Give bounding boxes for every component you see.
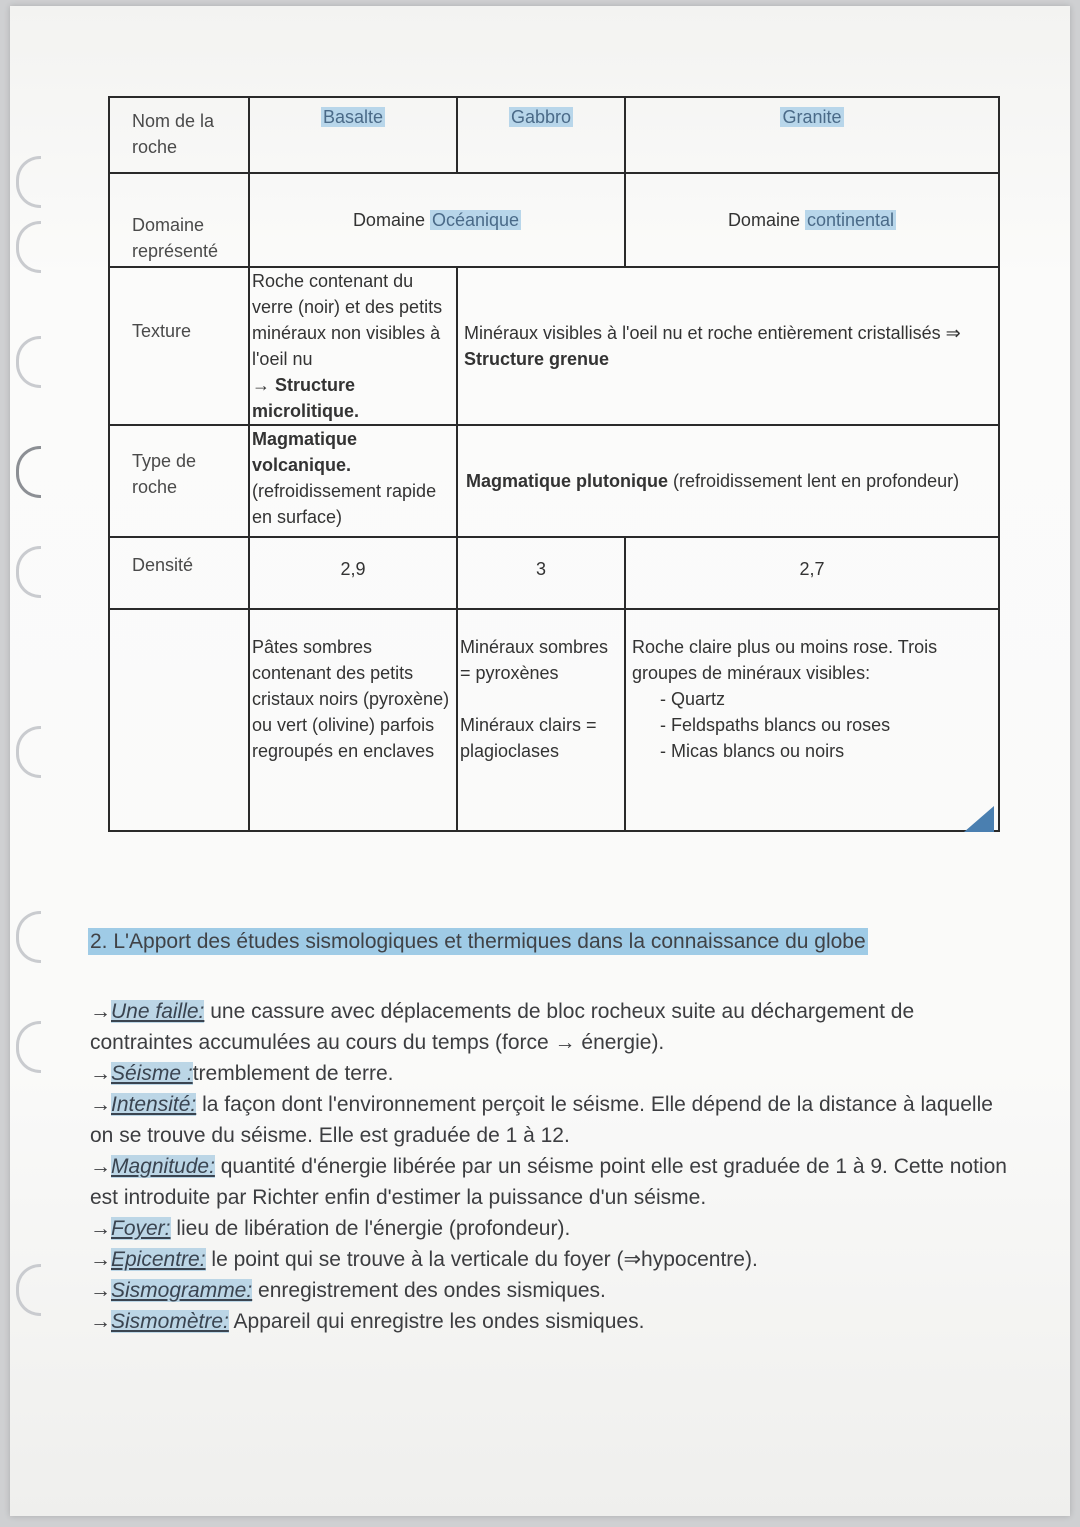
rock-name-granite: Granite <box>782 107 842 127</box>
punch-hole <box>16 336 41 388</box>
table-row-name <box>109 97 999 173</box>
punch-hole <box>16 726 41 778</box>
punch-hole <box>16 546 41 598</box>
definition-item: →Magnitude: quantité d'énergie libérée par un séisme point elle est graduée de 1 à 9. Cette notion est introduite par Richter enfin d'estimer la puissance d'un séisme. <box>90 1155 1007 1209</box>
density-basalte: 2,9 <box>249 537 457 609</box>
description-gabbro: Minéraux sombres = pyroxènes Minéraux clairs = plagioclases <box>457 609 625 831</box>
table-row-description <box>109 609 999 831</box>
table-row-type <box>109 425 999 537</box>
definition-item: →Sismogramme: enregistrement des ondes sismiques. <box>90 1279 606 1302</box>
list-item: - Micas blancs ou noirs <box>660 741 845 761</box>
density-gabbro: 3 <box>457 537 625 609</box>
punch-hole <box>16 1021 41 1073</box>
punch-hole <box>16 446 41 498</box>
punch-hole <box>16 1264 41 1316</box>
definitions-list <box>90 996 1010 1337</box>
punch-hole <box>16 221 41 273</box>
punch-hole <box>16 156 41 208</box>
table-row-density <box>109 537 999 609</box>
section-title: 2. L'Apport des études sismologiques et thermiques dans la connaissance du globe <box>90 930 866 953</box>
type-gabbro-granite: Magmatique plutonique (refroidissement lent en profondeur) <box>457 425 999 537</box>
table-row-texture <box>109 267 999 425</box>
description-granite: Roche claire plus ou moins rose. Trois groupes de minéraux visibles: - Quartz - Feldspaths blancs ou roses - Micas blancs ou noirs <box>625 609 999 831</box>
definition-item: →Sismomètre: Appareil qui enregistre les ondes sismiques. <box>90 1310 645 1333</box>
row-label-texture: Texture <box>109 267 249 425</box>
definition-item: →Séisme :tremblement de terre. <box>90 1062 394 1085</box>
table-row-domain <box>109 173 999 267</box>
type-basalte: Magmatique volcanique. (refroidissement rapide en surface) <box>249 425 457 537</box>
punch-hole <box>16 911 41 963</box>
list-item: - Feldspaths blancs ou roses <box>660 715 891 735</box>
row-label-domain: Domaine représenté <box>109 173 249 267</box>
rock-comparison-table <box>108 96 1000 832</box>
rock-name-basalte: Basalte <box>322 107 384 127</box>
row-label-name: Nom de la roche <box>109 97 249 173</box>
row-label-description <box>109 609 249 831</box>
row-label-type: Type de roche <box>109 425 249 537</box>
granite-minerals-list <box>632 686 992 764</box>
page-corner-triangle-icon <box>964 806 994 832</box>
row-label-density: Densité <box>109 537 249 609</box>
definition-item: →Foyer: lieu de libération de l'énergie (profondeur). <box>90 1217 571 1240</box>
texture-basalte: Roche contenant du verre (noir) et des petits minéraux non visibles à l'oeil nu → Structure microlitique. <box>249 267 457 425</box>
domain-oceanic: Domaine Océanique <box>249 173 625 267</box>
definition-item: →Epicentre: le point qui se trouve à la verticale du foyer (⇒hypocentre). <box>90 1248 758 1271</box>
definition-item: →Intensité: la façon dont l'environnement perçoit le séisme. Elle dépend de la distance à laquelle on se trouve du séisme. Elle est graduée de 1 à 12. <box>90 1093 993 1147</box>
definition-item: →Une faille: une cassure avec déplacements de bloc rocheux suite au déchargement de contraintes accumulées au cours du temps (force → énergie). <box>90 1000 915 1054</box>
description-basalte: Pâtes sombres contenant des petits cristaux noirs (pyroxène) ou vert (olivine) parfois regroupés en enclaves <box>249 609 457 831</box>
list-item: - Quartz <box>660 689 726 709</box>
density-granite: 2,7 <box>625 537 999 609</box>
rock-name-gabbro: Gabbro <box>510 107 572 127</box>
domain-continental: Domaine continental <box>625 173 999 267</box>
texture-gabbro-granite: Minéraux visibles à l'oeil nu et roche entièrement cristallisés ⇒ Structure grenue <box>457 267 999 425</box>
